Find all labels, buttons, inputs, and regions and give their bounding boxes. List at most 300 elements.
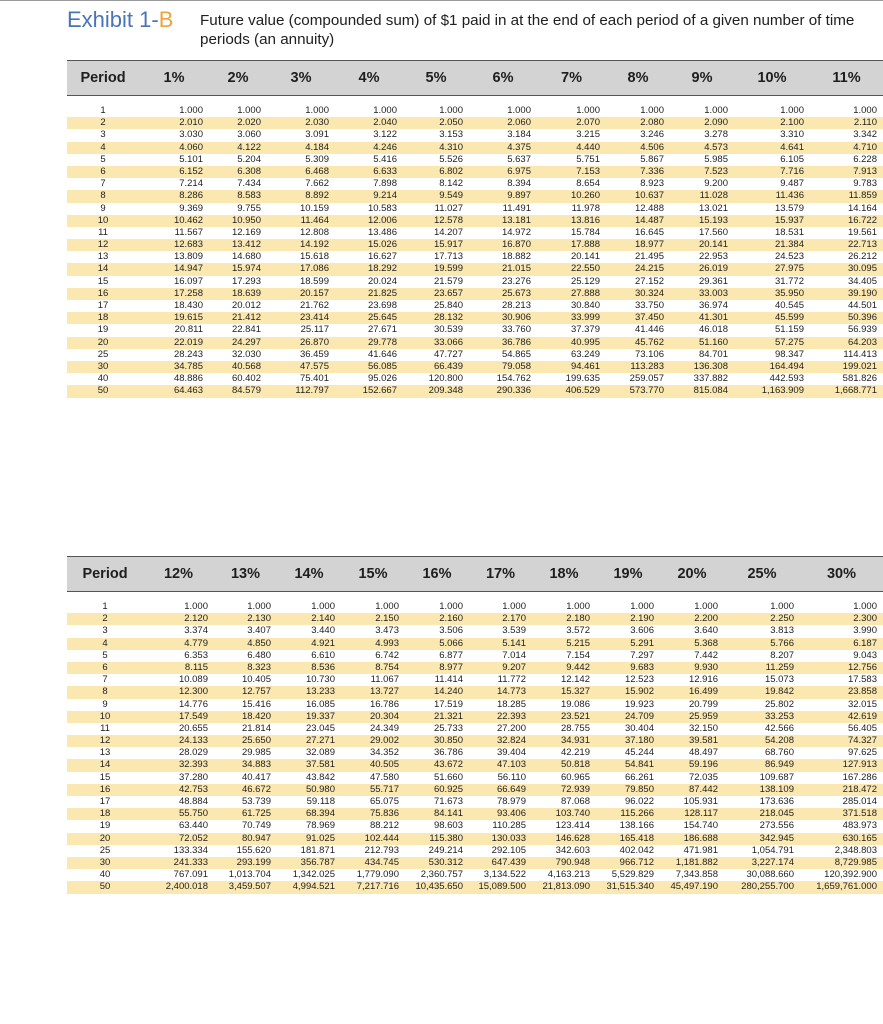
value-cell: 154.740: [683, 820, 718, 832]
value-cell: 1,013.704: [228, 869, 271, 881]
value-cell: 34.352: [369, 747, 399, 759]
value-cell: 4.122: [237, 141, 261, 153]
value-cell: 115.266: [620, 808, 654, 820]
value-cell: 4.850: [247, 637, 271, 649]
value-cell: 10.260: [570, 190, 600, 202]
value-cell: 103.740: [555, 808, 590, 820]
value-cell: 22.550: [570, 263, 600, 275]
period-cell: 20: [97, 336, 109, 348]
value-cell: 79.058: [501, 360, 531, 372]
value-cell: 72.052: [178, 832, 208, 844]
header-rate: 30%: [826, 566, 857, 582]
value-cell: 209.348: [428, 385, 463, 397]
value-cell: 5.867: [640, 153, 664, 165]
header-rate: 8%: [627, 70, 649, 86]
value-cell: 342.945: [759, 832, 794, 844]
period-cell: 2: [102, 613, 108, 625]
value-cell: 21,813.090: [542, 881, 590, 893]
value-cell: 3.030: [179, 129, 203, 141]
value-cell: 33.066: [433, 336, 463, 348]
value-cell: 3.060: [237, 129, 261, 141]
value-cell: 44.501: [847, 300, 877, 311]
value-cell: 21.814: [241, 722, 271, 734]
top-border-line: [0, 0, 883, 1]
value-cell: 16.786: [369, 698, 399, 710]
value-cell: 96.022: [624, 796, 654, 807]
value-cell: 66.439: [433, 360, 463, 372]
value-cell: 18.599: [299, 275, 329, 287]
value-cell: 11.567: [174, 226, 203, 238]
period-cell: 2: [100, 117, 106, 129]
value-cell: 293.199: [236, 856, 271, 868]
period-cell: 10: [97, 214, 109, 226]
value-cell: 22.953: [698, 251, 728, 263]
value-cell: 18.531: [774, 226, 804, 238]
value-cell: 16.627: [367, 251, 397, 263]
value-cell: 2,360.757: [420, 869, 463, 881]
value-cell: 2.090: [704, 117, 728, 129]
value-cell: 164.494: [769, 360, 804, 372]
value-cell: 1.000: [237, 105, 261, 116]
value-cell: 3.342: [853, 129, 877, 141]
header-rate: 20%: [677, 566, 707, 582]
value-cell: 47.727: [433, 348, 463, 360]
value-cell: 47.103: [496, 759, 526, 771]
value-cell: 60.402: [231, 373, 261, 385]
value-cell: 37.280: [178, 771, 208, 783]
period-cell: 16: [99, 783, 111, 795]
value-cell: 8.654: [576, 178, 600, 190]
table-row: [67, 239, 883, 251]
header-rate: 16%: [422, 566, 452, 582]
table-row: [67, 154, 883, 166]
value-cell: 48.497: [688, 747, 718, 759]
value-cell: 2.180: [566, 613, 590, 625]
value-cell: 11.859: [848, 190, 877, 202]
value-cell: 8.115: [184, 661, 208, 673]
table-row: [67, 625, 883, 637]
value-cell: 26.870: [299, 336, 329, 348]
value-cell: 60.965: [560, 771, 590, 783]
value-cell: 37.581: [305, 759, 335, 771]
value-cell: 966.712: [619, 856, 654, 868]
value-cell: 2.110: [853, 117, 877, 129]
value-cell: 63.249: [570, 348, 600, 360]
value-cell: 4.060: [179, 141, 203, 153]
value-cell: 21.762: [299, 300, 329, 311]
value-cell: 14.207: [433, 226, 463, 238]
value-cell: 79.850: [624, 783, 654, 795]
value-cell: 51.160: [698, 336, 728, 348]
table-row: [67, 662, 883, 674]
value-cell: 4.375: [507, 141, 531, 153]
exhibit-label: [67, 7, 173, 33]
value-cell: 98.347: [774, 348, 804, 360]
value-cell: 22.393: [496, 710, 526, 722]
period-cell: 13: [99, 747, 111, 759]
value-cell: 87.442: [688, 783, 718, 795]
period-cell: 13: [97, 251, 109, 263]
value-cell: 3.310: [780, 129, 804, 141]
table-body: [67, 96, 883, 398]
value-cell: 120,392.900: [824, 869, 877, 881]
value-cell: 9.043: [853, 649, 877, 661]
value-cell: 186.688: [683, 832, 718, 844]
value-cell: 110.285: [492, 820, 526, 832]
value-cell: 29.778: [367, 336, 397, 348]
period-cell: 50: [99, 881, 111, 893]
value-cell: 40.568: [231, 360, 261, 372]
value-cell: 2.100: [780, 117, 804, 129]
value-cell: 1.000: [305, 105, 329, 116]
value-cell: 21.825: [367, 287, 397, 299]
value-cell: 32.030: [231, 348, 261, 360]
value-cell: 39.190: [847, 287, 877, 299]
value-cell: 45.599: [774, 312, 804, 324]
value-cell: 60.925: [433, 783, 463, 795]
period-cell: 3: [100, 129, 106, 141]
table-row: [67, 869, 883, 881]
table-row: [67, 227, 883, 239]
value-cell: 1.000: [630, 601, 654, 612]
exhibit-prefix: Exhibit 1-: [67, 7, 159, 32]
value-cell: 45.244: [624, 747, 654, 759]
value-cell: 18.430: [173, 300, 203, 311]
period-cell: 17: [97, 300, 109, 311]
value-cell: 11.436: [775, 190, 804, 202]
value-cell: 3.246: [640, 129, 664, 141]
table-header: [67, 556, 883, 592]
value-cell: 21.015: [501, 263, 531, 275]
value-cell: 9.897: [507, 190, 531, 202]
value-cell: 14.972: [501, 226, 531, 238]
value-cell: 483.973: [842, 820, 877, 832]
value-cell: 22.841: [231, 324, 261, 336]
table-row: [67, 337, 883, 349]
value-cell: 7.523: [704, 165, 728, 177]
value-cell: 6.480: [247, 649, 271, 661]
period-cell: 50: [97, 385, 109, 397]
value-cell: 102.444: [364, 832, 399, 844]
value-cell: 20.655: [178, 722, 208, 734]
value-cell: 442.593: [769, 373, 804, 385]
value-cell: 17.549: [178, 710, 208, 722]
value-cell: 152.667: [362, 385, 397, 397]
value-cell: 28.243: [173, 348, 203, 360]
value-cell: 23.414: [299, 312, 329, 324]
value-cell: 24.709: [624, 710, 654, 722]
value-cell: 3.990: [853, 625, 877, 637]
value-cell: 7.442: [694, 649, 718, 661]
value-cell: 5.101: [179, 153, 203, 165]
value-cell: 27.975: [774, 263, 804, 275]
value-cell: 20.141: [570, 251, 600, 263]
value-cell: 25.129: [570, 275, 600, 287]
value-cell: 42.566: [764, 722, 794, 734]
value-cell: 3.153: [439, 129, 463, 141]
value-cell: 74.327: [847, 735, 877, 747]
value-cell: 45.762: [634, 336, 664, 348]
value-cell: 1.000: [576, 105, 600, 116]
period-cell: 15: [99, 771, 111, 783]
header-rate: 4%: [358, 70, 380, 86]
header-rate: 15%: [358, 566, 388, 582]
value-cell: 13.809: [173, 251, 203, 263]
value-cell: 43.672: [433, 759, 463, 771]
value-cell: 1.000: [780, 105, 804, 116]
value-cell: 4.440: [576, 141, 600, 153]
value-cell: 14.164: [847, 202, 877, 214]
value-cell: 2.150: [375, 613, 399, 625]
value-cell: 68.760: [764, 747, 794, 759]
period-cell: 19: [97, 324, 109, 336]
value-cell: 40.417: [241, 771, 271, 783]
value-cell: 3.539: [502, 625, 526, 637]
value-cell: 1.000: [311, 601, 335, 612]
value-cell: 19.561: [847, 226, 877, 238]
value-cell: 63.440: [178, 820, 208, 832]
value-cell: 14.240: [433, 686, 463, 698]
value-cell: 21.412: [231, 312, 261, 324]
value-cell: 6.228: [853, 153, 877, 165]
value-cell: 5.985: [704, 153, 728, 165]
value-cell: 15.618: [299, 251, 329, 263]
value-cell: 5,529.829: [611, 869, 654, 881]
table-row: [67, 772, 883, 784]
value-cell: 19.086: [560, 698, 590, 710]
value-cell: 5.291: [630, 637, 654, 649]
value-cell: 20.157: [299, 287, 329, 299]
value-cell: 9.207: [502, 661, 526, 673]
value-cell: 406.529: [565, 385, 600, 397]
value-cell: 5.766: [770, 637, 794, 649]
value-cell: 290.336: [496, 385, 531, 397]
value-cell: 2,348.803: [834, 844, 877, 856]
value-cell: 6.353: [184, 649, 208, 661]
value-cell: 48.884: [178, 796, 208, 807]
value-cell: 32.393: [178, 759, 208, 771]
value-cell: 8.754: [375, 661, 399, 673]
value-cell: 48.886: [173, 373, 203, 385]
value-cell: 7.913: [853, 165, 877, 177]
value-cell: 5.368: [694, 637, 718, 649]
value-cell: 13.181: [501, 214, 531, 226]
value-cell: 42.619: [847, 710, 877, 722]
period-cell: 25: [97, 348, 109, 360]
period-cell: 6: [100, 165, 106, 177]
value-cell: 19.923: [624, 698, 654, 710]
value-cell: 21.384: [774, 239, 804, 251]
value-cell: 30.539: [433, 324, 463, 336]
value-cell: 3.473: [375, 625, 399, 637]
value-cell: 42.753: [178, 783, 208, 795]
period-cell: 18: [97, 312, 109, 324]
table-row: [67, 215, 883, 227]
exhibit-title: Future value (compounded sum) of $1 paid in at the end of each period of a given number of time periods (an annuity): [200, 12, 855, 48]
value-cell: 9.683: [630, 661, 654, 673]
value-cell: 8.923: [640, 178, 664, 190]
value-cell: 9.369: [179, 202, 203, 214]
table-row: [67, 796, 883, 808]
value-cell: 8.142: [439, 178, 463, 190]
table-body: [67, 592, 883, 894]
value-cell: 95.026: [367, 373, 397, 385]
value-cell: 218.472: [842, 783, 877, 795]
table-row: [67, 808, 883, 820]
table-row: [67, 142, 883, 154]
table-row: [67, 203, 883, 215]
value-cell: 434.745: [364, 856, 399, 868]
value-cell: 25.840: [433, 300, 463, 311]
value-cell: 30.840: [570, 300, 600, 311]
value-cell: 154.762: [496, 373, 531, 385]
value-cell: 9.487: [780, 178, 804, 190]
table-row: [67, 178, 883, 190]
value-cell: 4.506: [640, 141, 664, 153]
value-cell: 3.091: [305, 129, 329, 141]
value-cell: 630.165: [842, 832, 877, 844]
value-cell: 342.603: [555, 844, 590, 856]
value-cell: 8.323: [247, 661, 271, 673]
header-rate: 12%: [163, 566, 194, 582]
value-cell: 27.671: [367, 324, 397, 336]
value-cell: 84.701: [698, 348, 728, 360]
value-cell: 14.192: [299, 239, 329, 251]
value-cell: 2.130: [247, 613, 271, 625]
value-cell: 4.573: [704, 141, 728, 153]
value-cell: 1.000: [853, 105, 877, 116]
table-row: [67, 105, 883, 117]
value-cell: 78.969: [305, 820, 335, 832]
value-cell: 1.000: [502, 601, 526, 612]
value-cell: 3.606: [630, 625, 654, 637]
value-cell: 4.184: [305, 141, 329, 153]
value-cell: 7.153: [576, 165, 600, 177]
value-cell: 2.080: [640, 117, 664, 129]
value-cell: 25.802: [764, 698, 794, 710]
period-cell: 9: [102, 698, 108, 710]
value-cell: 1,163.909: [761, 385, 804, 397]
value-cell: 50.396: [847, 312, 877, 324]
period-cell: 14: [97, 263, 109, 275]
value-cell: 23.521: [560, 710, 590, 722]
table-row: [67, 820, 883, 832]
value-cell: 120.800: [428, 373, 463, 385]
value-cell: 6.742: [375, 649, 399, 661]
value-cell: 33.760: [501, 324, 531, 336]
value-cell: 7.336: [640, 165, 664, 177]
table-row: [67, 312, 883, 324]
value-cell: 24.133: [178, 735, 208, 747]
value-cell: 32.150: [688, 722, 718, 734]
value-cell: 3.215: [576, 129, 600, 141]
value-cell: 72.939: [560, 783, 590, 795]
value-cell: 32.089: [305, 747, 335, 759]
value-cell: 78.979: [496, 796, 526, 807]
value-cell: 138.166: [619, 820, 654, 832]
value-cell: 10.405: [241, 674, 271, 686]
value-cell: 218.045: [759, 808, 794, 820]
value-cell: 647.439: [491, 856, 526, 868]
value-cell: 1.000: [439, 105, 463, 116]
value-cell: 30,088.660: [746, 869, 794, 881]
value-cell: 7.898: [373, 178, 397, 190]
value-cell: 14.487: [634, 214, 664, 226]
value-cell: 1.000: [694, 601, 718, 612]
value-cell: 113.283: [630, 360, 664, 372]
table-row: [67, 881, 883, 893]
value-cell: 6.802: [439, 165, 463, 177]
value-cell: 10.462: [173, 214, 203, 226]
period-cell: 15: [97, 275, 109, 287]
value-cell: 23.858: [847, 686, 877, 698]
value-cell: 1.000: [853, 601, 877, 612]
value-cell: 30.095: [847, 263, 877, 275]
value-cell: 130.033: [491, 832, 526, 844]
value-cell: 23.045: [305, 722, 335, 734]
value-cell: 2.060: [507, 117, 531, 129]
value-cell: 12.916: [688, 674, 718, 686]
value-cell: 19.615: [173, 312, 203, 324]
value-cell: 65.075: [369, 796, 399, 807]
value-cell: 10,435.650: [415, 881, 463, 893]
value-cell: 33.003: [698, 287, 728, 299]
value-cell: 3.374: [184, 625, 208, 637]
value-cell: 9.549: [439, 190, 463, 202]
value-cell: 56.110: [497, 771, 526, 783]
value-cell: 11.259: [765, 661, 794, 673]
period-cell: 40: [97, 373, 109, 385]
value-cell: 2.120: [184, 613, 208, 625]
table-row: [67, 300, 883, 312]
value-cell: 9.755: [237, 202, 261, 214]
value-cell: 7.662: [305, 178, 329, 190]
value-cell: 7.214: [179, 178, 203, 190]
value-cell: 51.660: [433, 771, 463, 783]
value-cell: 14.680: [231, 251, 261, 263]
value-cell: 19.337: [305, 710, 335, 722]
value-cell: 25.673: [501, 287, 531, 299]
table-row: [67, 711, 883, 723]
value-cell: 114.413: [843, 348, 877, 360]
period-cell: 12: [97, 239, 109, 251]
value-cell: 56.085: [367, 360, 397, 372]
header-rate: 17%: [485, 566, 516, 582]
value-cell: 11.978: [571, 202, 600, 214]
value-cell: 24.349: [369, 722, 399, 734]
value-cell: 17.713: [433, 251, 463, 263]
value-cell: 56.939: [847, 324, 877, 336]
value-cell: 34.883: [241, 759, 271, 771]
value-cell: 9.442: [566, 661, 590, 673]
value-cell: 4.246: [373, 141, 397, 153]
value-cell: 273.556: [759, 820, 794, 832]
value-cell: 11.491: [502, 202, 531, 214]
value-cell: 18.977: [634, 239, 664, 251]
value-cell: 84.579: [231, 385, 261, 397]
value-cell: 27.200: [496, 722, 526, 734]
value-cell: 28.029: [178, 747, 208, 759]
period-cell: 9: [100, 202, 106, 214]
value-cell: 3.278: [704, 129, 728, 141]
value-cell: 2.020: [237, 117, 261, 129]
value-cell: 7.434: [237, 178, 261, 190]
value-cell: 790.948: [555, 856, 590, 868]
value-cell: 5.526: [439, 153, 463, 165]
header-rate: 18%: [549, 566, 579, 582]
value-cell: 41.446: [634, 324, 664, 336]
table-row: [67, 759, 883, 771]
